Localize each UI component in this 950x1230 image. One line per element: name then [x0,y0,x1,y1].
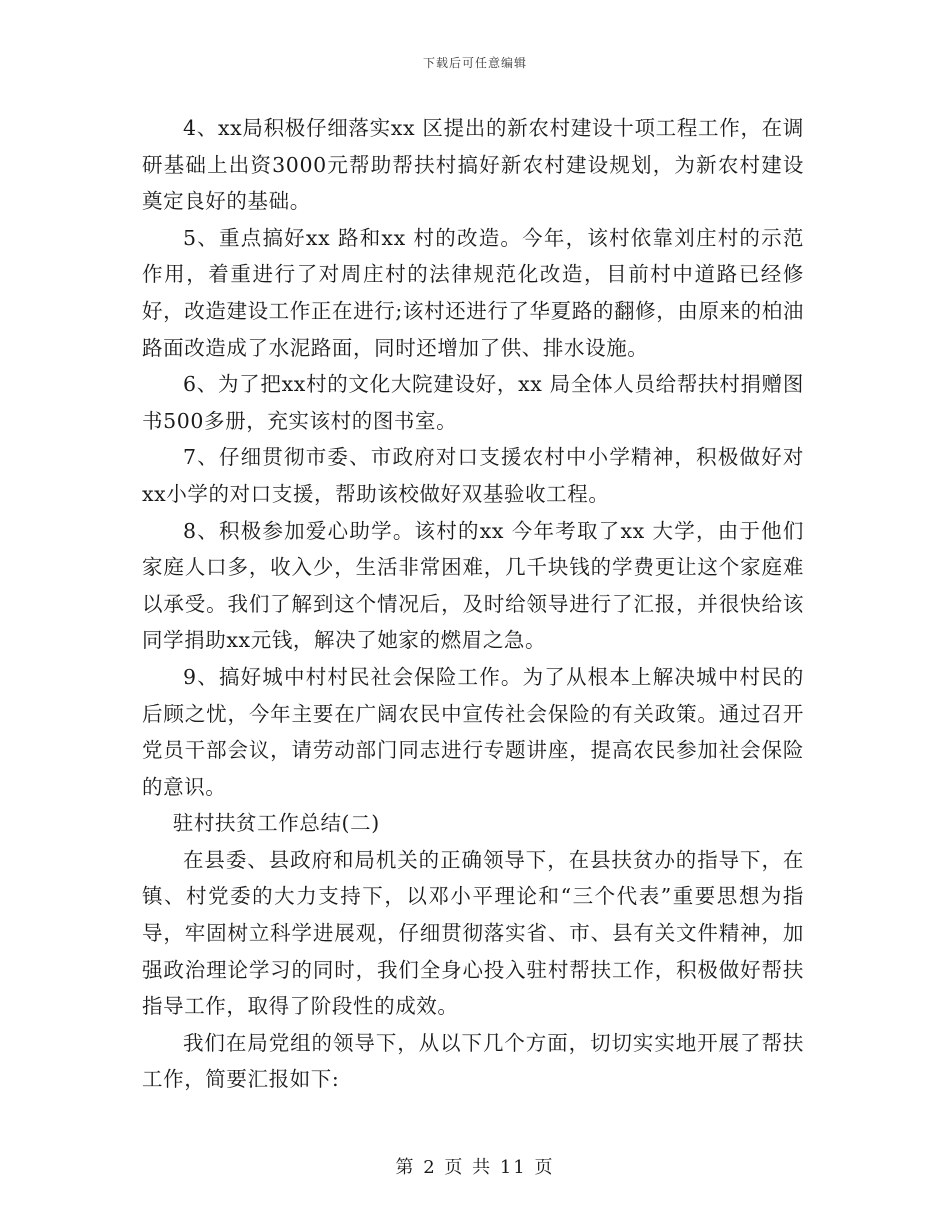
page-number-footer: 第 2 页 共 11 页 [395,1157,555,1178]
summary-paragraph: 我们在局党组的领导下，从以下几个方面，切切实实地开展了帮扶工作，简要汇报如下: [142,1030,804,1092]
paragraph-item-8: 8、积极参加爱心助学。该村的xx 今年考取了xx 大学，由于他们家庭人口多，收入少，生活非常困难，几千块钱的学费更让这个家庭难以承受。我们了解到这个情况后，及时给领导进行了汇报，并很快给该同学捐助xx元钱，解决了她家的燃眉之急。 [142,518,804,653]
intro-paragraph: 在县委、县政府和局机关的正确领导下，在县扶贫办的指导下，在镇、村党委的大力支持下，以邓小平理论和“三个代表”重要思想为指导，牢固树立科学进展观，仔细贯彻落实省、市、县有关文件精神，加强政治理论学习的同时，我们全身心投入驻村帮扶工作，积极做好帮扶指导工作，取得了阶段性的成效。 [142,847,804,1019]
paragraph-item-4: 4、xx局积极仔细落实xx 区提出的新农村建设十项工程工作，在调研基础上出资3000元帮助帮扶村搞好新农村建设规划，为新农村建设奠定良好的基础。 [142,116,804,214]
document-body [142,110,804,1098]
page-header-note: 下载后可任意编辑 [422,56,527,70]
paragraph-item-6: 6、为了把xx村的文化大院建设好，xx 局全体人员给帮扶村捐赠图书500多册，充实该村的图书室。 [142,372,804,433]
paragraph-item-5: 5、重点搞好xx 路和xx 村的改造。今年，该村依靠刘庄村的示范作用，着重进行了对周庄村的法律规范化改造，目前村中道路已经修好，改造建设工作正在进行;该村还进行了华夏路的翻修，由原来的柏油路面改造成了水泥路面，同时还增加了供、排水设施。 [142,225,804,360]
paragraph-item-7: 7、仔细贯彻市委、市政府对口支援农村中小学精神，积极做好对xx小学的对口支援，帮助该校做好双基验收工程。 [142,445,804,506]
section-heading: 驻村扶贫工作总结(二) [172,811,380,836]
paragraph-item-9: 9、搞好城中村村民社会保险工作。为了从根本上解决城中村民的后顾之忧，今年主要在广阔农民中宣传社会保险的有关政策。通过召开党员干部会议，请劳动部门同志进行专题讲座，提高农民参加社会保险的意识。 [142,664,804,799]
